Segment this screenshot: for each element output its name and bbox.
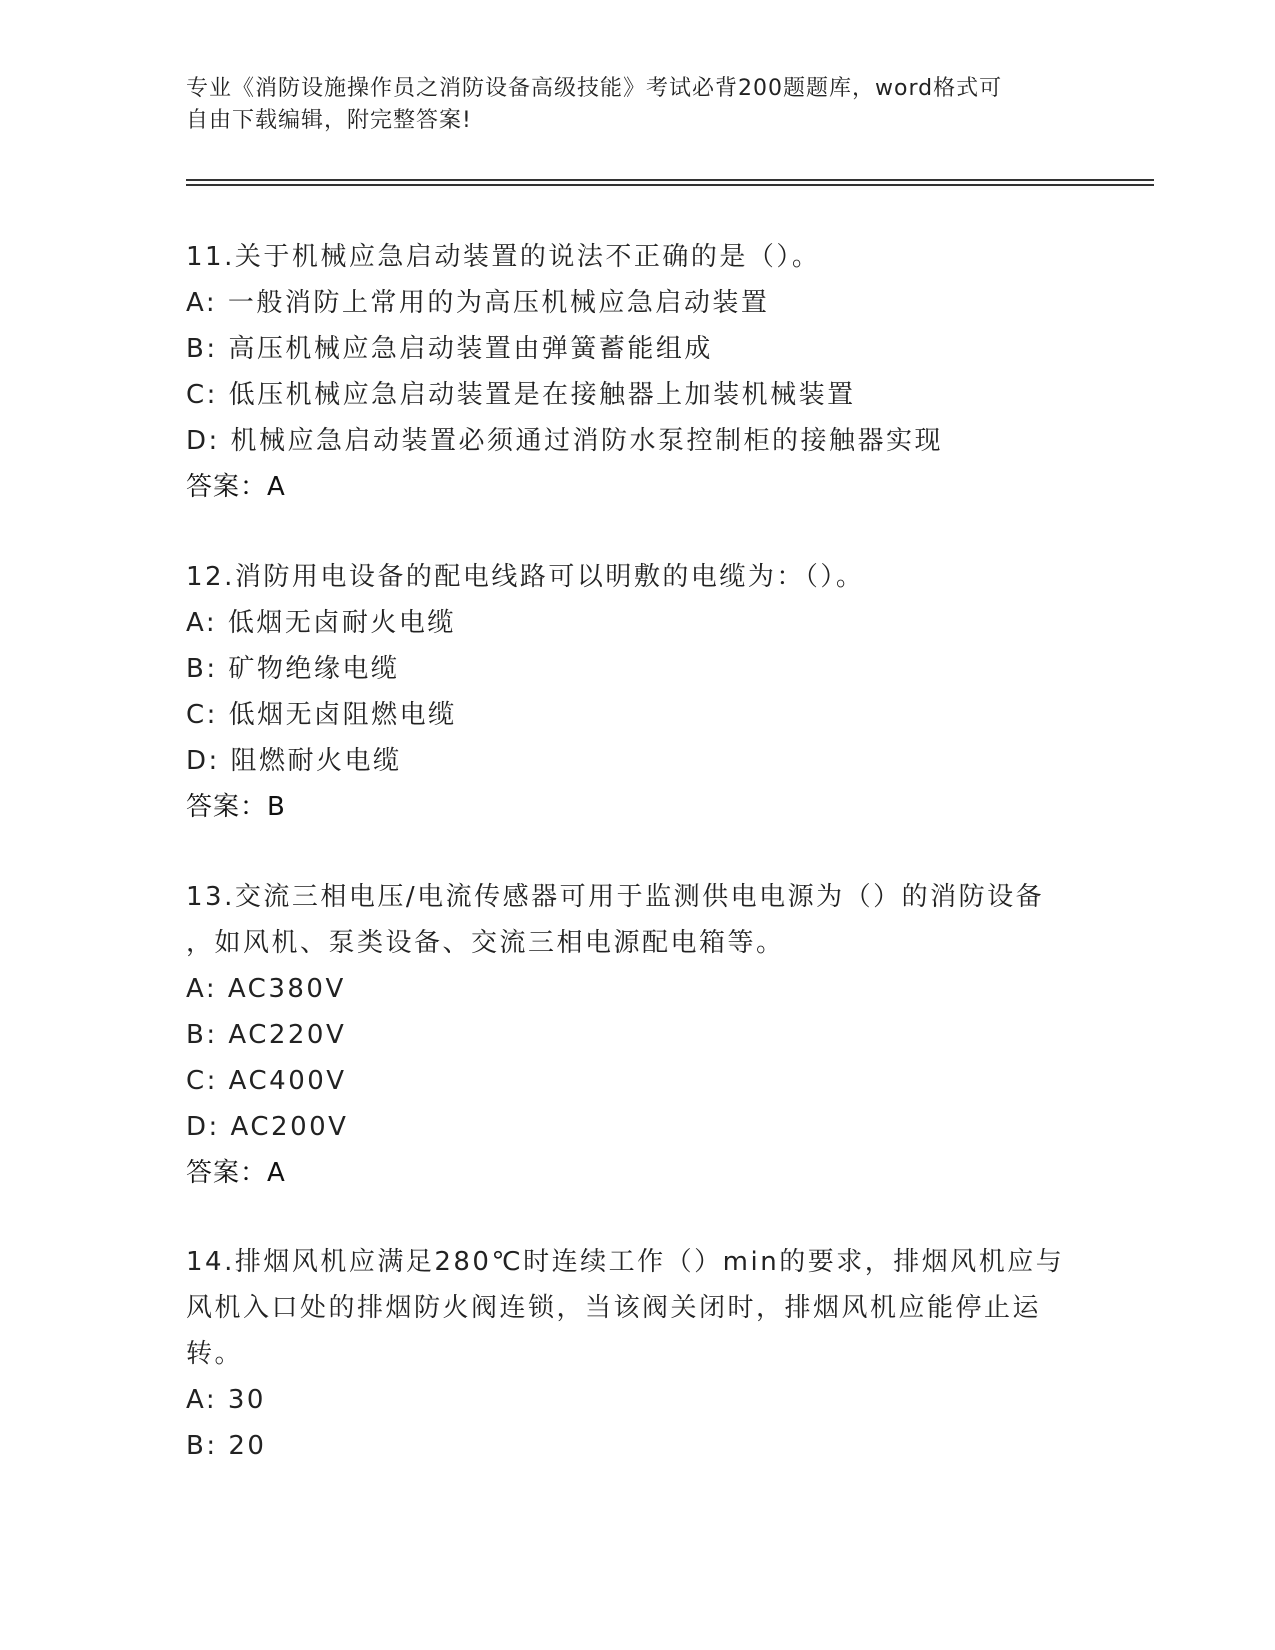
header-line-1: 专业《消防设施操作员之消防设备高级技能》考试必背200题题库，word格式可 xyxy=(186,76,1003,101)
question-14 xyxy=(186,1239,1066,1469)
question-stem-line-1: 14.排烟风机应满足280℃时连续工作（）min的要求，排烟风机应与 xyxy=(186,1247,1065,1277)
option-c: C: AC400V xyxy=(186,1066,347,1096)
option-b: B: 20 xyxy=(186,1431,267,1461)
option-b: B: 高压机械应急启动装置由弹簧蓄能组成 xyxy=(186,334,713,364)
question-stem-line-2: ，如风机、泵类设备、交流三相电源配电箱等。 xyxy=(186,928,785,958)
header-divider-top xyxy=(186,179,1154,181)
question-stem-line-2: 风机入口处的排烟防火阀连锁，当该阀关闭时，排烟风机应能停止运 xyxy=(186,1293,1042,1323)
question-stem-line-3: 转。 xyxy=(186,1339,244,1369)
option-d: D: 机械应急启动装置必须通过消防水泵控制柜的接触器实现 xyxy=(186,426,944,456)
answer-label: 答案：A xyxy=(186,1158,286,1188)
option-a: A: 30 xyxy=(186,1385,266,1415)
answer-label: 答案：A xyxy=(186,472,286,502)
answer-label: 答案：B xyxy=(186,792,286,822)
option-d: D: AC200V xyxy=(186,1112,349,1142)
question-stem: 12.消防用电设备的配电线路可以明敷的电缆为：（）。 xyxy=(186,562,865,592)
question-stem: 11.关于机械应急启动装置的说法不正确的是（）。 xyxy=(186,242,821,272)
header-line-2: 自由下载编辑，附完整答案! xyxy=(186,108,472,133)
header-divider-bottom xyxy=(186,184,1154,186)
question-13 xyxy=(186,874,1066,1196)
option-a: A: 一般消防上常用的为高压机械应急启动装置 xyxy=(186,288,770,318)
question-11 xyxy=(186,234,1066,510)
option-a: A: AC380V xyxy=(186,974,346,1004)
option-c: C: 低压机械应急启动装置是在接触器上加装机械装置 xyxy=(186,380,856,410)
option-a: A: 低烟无卤耐火电缆 xyxy=(186,608,456,638)
option-b: B: AC220V xyxy=(186,1020,347,1050)
question-stem-line-1: 13.交流三相电压/电流传感器可用于监测供电电源为（）的消防设备 xyxy=(186,882,1045,912)
option-b: B: 矿物绝缘电缆 xyxy=(186,654,400,684)
question-12 xyxy=(186,554,1066,830)
option-d: D: 阻燃耐火电缆 xyxy=(186,746,402,776)
option-c: C: 低烟无卤阻燃电缆 xyxy=(186,700,457,730)
document-header xyxy=(186,73,1066,137)
